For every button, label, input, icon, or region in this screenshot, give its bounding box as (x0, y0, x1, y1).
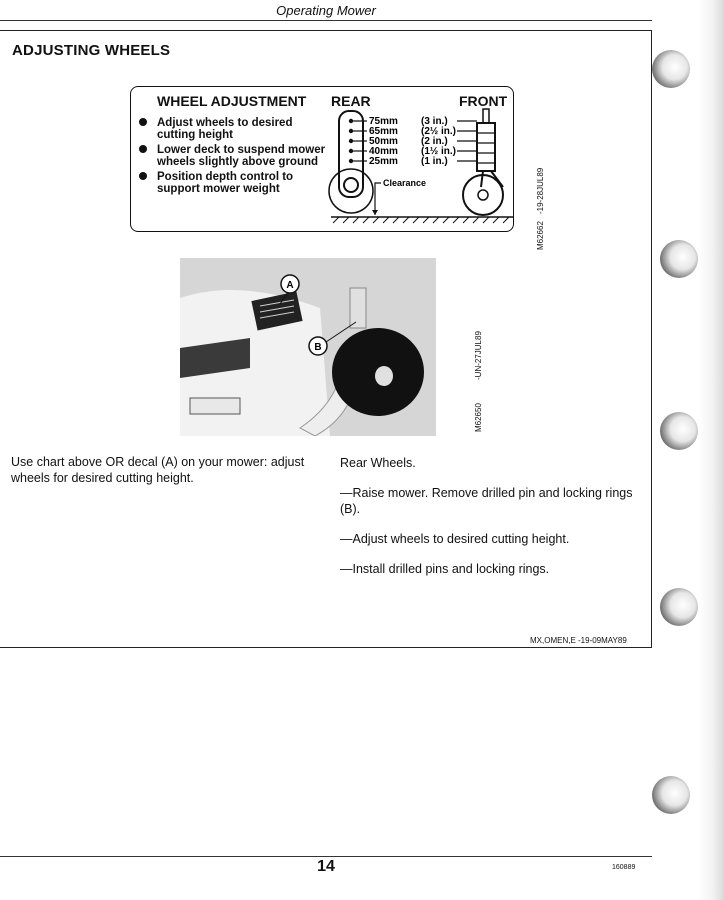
page-number: 14 (317, 858, 335, 875)
front-wheel-hub-icon (478, 190, 488, 200)
height-in-label: (1½ in.) (421, 146, 457, 157)
front-caster-spacers (477, 123, 495, 171)
clearance-arrow-icon (372, 210, 378, 215)
rear-wheels-heading: Rear Wheels. (340, 456, 416, 470)
height-mm-label: 25mm (369, 156, 398, 167)
photo-figure-code-id: M62650 (474, 403, 483, 432)
rear-wheel-axle-icon (344, 178, 358, 192)
decal-instruction-item: Lower deck to suspend mower wheels slightly above ground (139, 144, 329, 168)
front-caster-stem (483, 109, 489, 123)
height-mm-label: 40mm (369, 146, 398, 157)
height-mm-label: 75mm (369, 116, 398, 127)
section-title: ADJUSTING WHEELS (12, 42, 171, 59)
decal-instruction-item: Adjust wheels to desired cutting height (139, 117, 329, 141)
section-footer-code: MX,OMEN,E -19-09MAY89 (530, 636, 627, 645)
decal-figure-code-date: -19-28JUL89 (536, 167, 545, 214)
callout-a-label: A (286, 280, 294, 291)
rear-height-holes (349, 119, 353, 163)
binder-hole-icon (660, 588, 698, 626)
bottom-rule (0, 856, 652, 857)
front-wheel-icon (463, 175, 503, 215)
mower-wheel-illustration (180, 258, 436, 436)
instruction-step: —Raise mower. Remove drilled pin and locking rings (B). (340, 486, 633, 516)
wheel-adjustment-decal (130, 86, 514, 232)
height-in-label: (2½ in.) (421, 126, 457, 137)
front-label: FRONT (459, 93, 508, 109)
height-mm-label: 65mm (369, 126, 398, 137)
callout-b-label: B (314, 342, 322, 353)
instruction-step: —Adjust wheels to desired cutting height. (340, 532, 570, 546)
decal-title: WHEEL ADJUSTMENT (157, 93, 307, 109)
running-header-text: Operating Mower (276, 3, 376, 18)
height-mm-label: 50mm (369, 136, 398, 147)
binder-hole-icon (660, 240, 698, 278)
decal-instruction-item: Position depth control to support mower weight (139, 171, 329, 195)
rear-wheel-bracket (339, 111, 363, 197)
bottom-code: 160889 (612, 864, 636, 871)
mower-wheel-photo (180, 258, 436, 436)
instruction-step: —Install drilled pins and locking rings. (340, 562, 550, 576)
page-edge-shadow (698, 0, 724, 900)
ground-hatching (333, 217, 509, 223)
rear-label: REAR (331, 93, 371, 109)
binder-hole-icon (652, 50, 690, 88)
wheel-height-diagram (131, 87, 514, 232)
height-in-label: (3 in.) (421, 116, 448, 127)
clearance-label: Clearance (383, 178, 427, 188)
height-in-label: (2 in.) (421, 136, 448, 147)
wheel-hub (375, 366, 393, 386)
height-in-label: (1 in.) (421, 156, 448, 167)
binder-hole-icon (652, 776, 690, 814)
warning-label (190, 398, 240, 414)
front-spacer-dividers (477, 133, 495, 163)
binder-hole-icon (660, 412, 698, 450)
decal-figure-code-id: M62662 (536, 221, 545, 250)
photo-figure-code-date: -UN-27JUL89 (474, 331, 483, 380)
instruction-left-text: Use chart above OR decal (A) on your mower: adjust wheels for desired cutting height. (11, 455, 305, 485)
rear-wheel-instructions (340, 455, 640, 591)
caster-post (350, 288, 366, 328)
